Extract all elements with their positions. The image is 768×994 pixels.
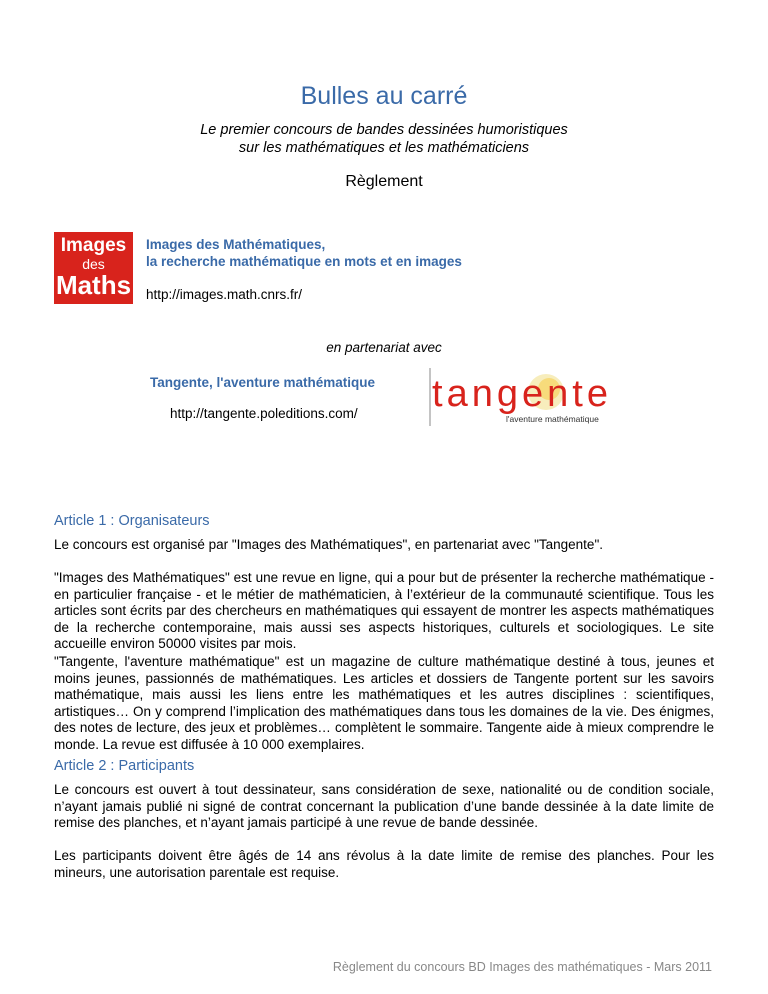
article-1-paragraph-1: Le concours est organisé par "Images des Mathématiques", en partenariat avec "Tangente". [54,537,603,552]
subtitle-line-2: sur les mathématiques et les mathématiciens [238,140,530,156]
article-1-paragraph-3: "Tangente, l'aventure mathématique" est un magazine de culture mathématique destiné à tous, jeunes et moins jeunes, passionnés de mathématiques. Les articles et dossiers de Tangente portent sur les savoirs mathématique, mais aussi les liens entre les mathématiques et les autres disciplines : scientifiques, artistiques… On y comprend l’implication des mathématiques dans tous les domaines de la vie. Des énigmes, des notes de lecture, des jeux et problèmes… complètent le sommaire. Tangente aide à mieux comprendre le monde. La revue est diffusée à 10 000 exemplaires. [54,654,714,752]
tangente-logo-word: tangente [432,373,608,415]
article-2-paragraph-2: Les participants doivent être âgés de 14 ans révolus à la date limite de remise des planches. Pour les mineurs, une autorisation parentale est requise. [54,848,714,880]
images-des-maths-link[interactable]: http://images.math.cnrs.fr/ [146,287,303,302]
article-2-paragraph-1: Le concours est ouvert à tout dessinateur, sans considération de sexe, nationalité ou de condition sociale, n’ayant jamais publié ni signé de contrat concernant la publication d’une bande dessinée à la date limite de remise des planches, et n’ayant jamais participé à une revue de bande dessinée. [54,782,714,830]
images-des-maths-logo: Images des Maths [54,232,133,304]
page-footer: Règlement du concours BD Images des mathématiques - Mars 2011 [332,960,712,974]
article-1-heading: Article 1 : Organisateurs [54,513,210,529]
section-title: Règlement [345,173,423,190]
tangente-link[interactable]: http://tangente.poleditions.com/ [170,406,358,421]
tangente-logo-tagline: l'aventure mathématique [506,414,599,424]
article-1-paragraph-2: "Images des Mathématiques" est une revue en ligne, qui a pour but de présenter la recherche mathématique - en particulier française - et le métier de mathématicien, à l’extérieur de la communauté scientifique. Tous les articles sont écrits par des chercheurs en mathématiques qui essayent de montrer les aspects mathématiques de la recherche contemporaine, mais aussi ses aspects historiques, culturels et sociologiques. Le site accueille environ 50000 visites par mois. [54,570,714,651]
tangente-heading: Tangente, l'aventure mathématique [150,375,376,390]
images-des-maths-heading [146,236,462,270]
im-heading-line-2: la recherche mathématique en mots et en images [146,254,462,269]
partner-text: en partenariat avec [326,340,442,355]
tangente-logo [428,362,610,430]
document-subtitle [0,121,768,157]
document-title: Bulles au carré [300,82,468,110]
im-heading-line-1: Images des Mathématiques, [146,237,326,252]
subtitle-line-1: Le premier concours de bandes dessinées humoristiques [200,122,568,138]
article-2-heading: Article 2 : Participants [54,758,195,774]
